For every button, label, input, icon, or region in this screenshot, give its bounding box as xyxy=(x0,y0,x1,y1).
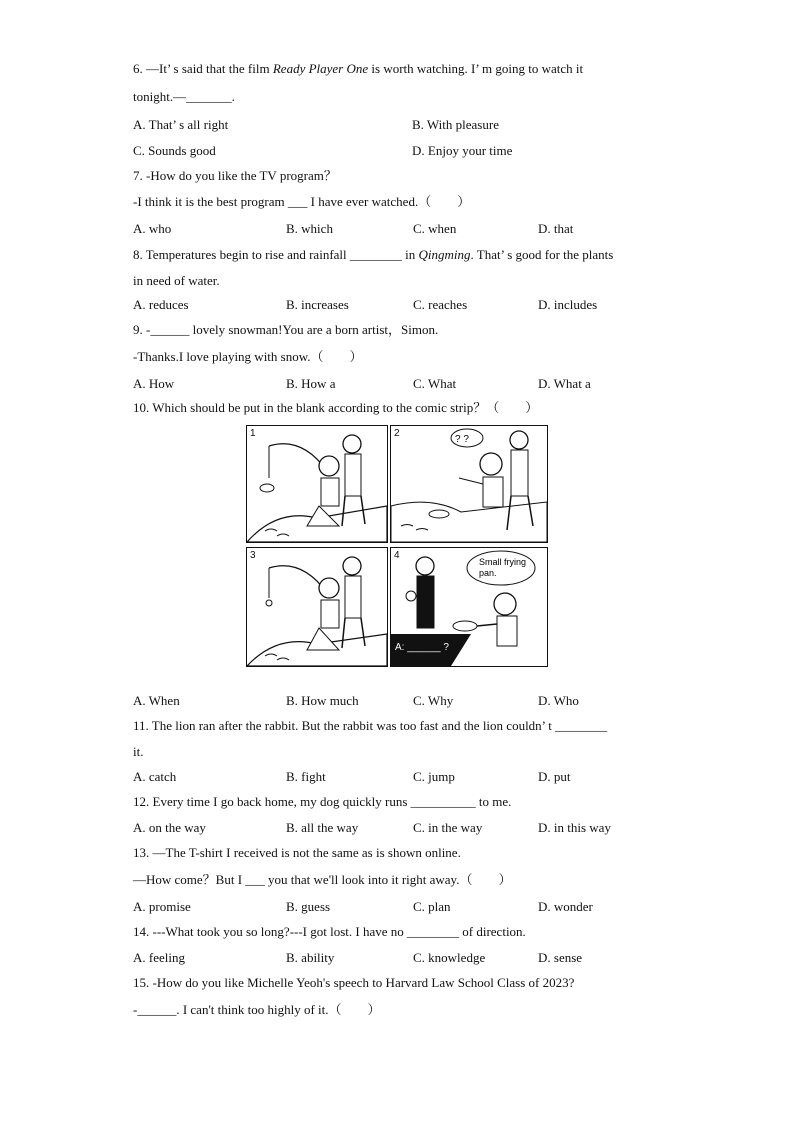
italic-title: Ready Player One xyxy=(272,61,369,76)
fisherman-again-illustration xyxy=(247,548,387,666)
q11-option-b[interactable]: B. fight xyxy=(286,769,326,784)
q9-option-d[interactable]: D. What a xyxy=(538,376,591,391)
q8-option-d[interactable]: D. includes xyxy=(538,297,598,312)
q12-option-a[interactable]: A. on the way xyxy=(133,820,206,835)
q11-option-a[interactable]: A. catch xyxy=(133,769,177,784)
panel-number: 3 xyxy=(250,550,256,561)
q7-option-a[interactable]: A. who xyxy=(133,221,172,236)
q9-option-c[interactable]: C. What xyxy=(413,376,457,391)
fisherman-scene-illustration xyxy=(247,426,387,542)
q14-option-a[interactable]: A. feeling xyxy=(133,950,185,965)
q7-stem-line-2: -I think it is the best program ___ I have ever watched.（ ） xyxy=(133,194,471,209)
q12-option-c[interactable]: C. in the way xyxy=(413,820,483,835)
q10-option-d[interactable]: D. Who xyxy=(538,693,579,708)
q7-option-d[interactable]: D. that xyxy=(538,221,574,236)
q14-option-c[interactable]: C. knowledge xyxy=(413,950,486,965)
comic-panel-1 xyxy=(246,425,388,543)
panel-number: 1 xyxy=(250,428,256,439)
q13-option-c[interactable]: C. plan xyxy=(413,899,451,914)
q9-option-a[interactable]: A. How xyxy=(133,376,175,391)
q6-option-d[interactable]: D. Enjoy your time xyxy=(412,143,513,158)
q10-stem-line-1: 10. Which should be put in the blank according to the comic strip？（ ） xyxy=(133,400,539,415)
comic-strip xyxy=(246,425,546,665)
q13-stem-line-1: 13. —The T-shirt I received is not the same as is shown online. xyxy=(133,845,461,860)
q14-stem-line-1: 14. ---What took you so long?---I got lost. I have no ________ of direction. xyxy=(133,924,526,939)
fish-release-illustration xyxy=(391,426,547,542)
q10-option-a[interactable]: A. When xyxy=(133,693,180,708)
panel-number: 4 xyxy=(394,550,400,561)
bubble-line-2: pan. xyxy=(479,568,497,578)
q8-stem-line-2: in need of water. xyxy=(133,273,220,288)
q13-stem-line-2: —How come？But I ___ you that we'll look into it right away.（ ） xyxy=(133,872,512,887)
bubble-line-1: Small frying xyxy=(479,557,527,567)
q14-option-d[interactable]: D. sense xyxy=(538,950,583,965)
q10-option-b[interactable]: B. How much xyxy=(286,693,359,708)
q13-option-a[interactable]: A. promise xyxy=(133,899,191,914)
q10-option-c[interactable]: C. Why xyxy=(413,693,454,708)
bubble-question-marks: ? ? xyxy=(455,434,469,445)
q6-option-c[interactable]: C. Sounds good xyxy=(133,143,216,158)
q12-option-b[interactable]: B. all the way xyxy=(286,820,359,835)
comic-panel-4 xyxy=(390,547,548,667)
q13-option-d[interactable]: D. wonder xyxy=(538,899,593,914)
answer-box-text: A: ______ ? xyxy=(395,642,449,653)
q11-option-d[interactable]: D. put xyxy=(538,769,571,784)
italic-title: Qingming xyxy=(418,247,471,262)
q6-stem-line-1 xyxy=(133,61,583,77)
comic-panel-3 xyxy=(246,547,388,667)
q13-option-b[interactable]: B. guess xyxy=(286,899,331,914)
q7-option-b[interactable]: B. which xyxy=(286,221,333,236)
q11-stem-line-2: it. xyxy=(133,744,144,759)
frying-pan-illustration xyxy=(391,548,547,666)
q8-option-b[interactable]: B. increases xyxy=(286,297,349,312)
q6-stem-line-2: tonight.—_______. xyxy=(133,89,235,104)
q9-option-b[interactable]: B. How a xyxy=(286,376,336,391)
q12-stem-line-1: 12. Every time I go back home, my dog quickly runs __________ to me. xyxy=(133,794,512,809)
q12-option-d[interactable]: D. in this way xyxy=(538,820,611,835)
q8-option-c[interactable]: C. reaches xyxy=(413,297,468,312)
panel-number: 2 xyxy=(394,428,400,439)
q9-stem-line-1: 9. -______ lovely snowman!You are a born artist，Simon. xyxy=(133,322,439,337)
q11-stem-line-1: 11. The lion ran after the rabbit. But the rabbit was too fast and the lion couldn’ t ________ xyxy=(133,718,608,733)
q11-option-c[interactable]: C. jump xyxy=(413,769,455,784)
q8-stem-line-1: 8. Temperatures begin to rise and rainfall ________ in Qingming. That’ s good for the plants xyxy=(133,247,614,262)
q6-option-b[interactable]: B. With pleasure xyxy=(412,117,499,132)
q6-stem-text: 6. —It’ s said that the film Ready Player One is worth watching. I’ m going to watch it xyxy=(133,61,584,76)
q7-option-c[interactable]: C. when xyxy=(413,221,457,236)
q8-option-a[interactable]: A. reduces xyxy=(133,297,189,312)
q14-option-b[interactable]: B. ability xyxy=(286,950,335,965)
comic-panel-2 xyxy=(390,425,548,543)
q7-stem-line-1: 7. -How do you like the TV program？ xyxy=(133,168,337,183)
q15-stem-line-1: 15. -How do you like Michelle Yeoh's speech to Harvard Law School Class of 2023? xyxy=(133,975,575,990)
q6-option-a[interactable]: A. That’ s all right xyxy=(133,117,229,132)
q15-stem-line-2: -______. I can't think too highly of it.（ ） xyxy=(133,1002,381,1017)
q9-stem-line-2: -Thanks.I love playing with snow.（ ） xyxy=(133,349,363,364)
